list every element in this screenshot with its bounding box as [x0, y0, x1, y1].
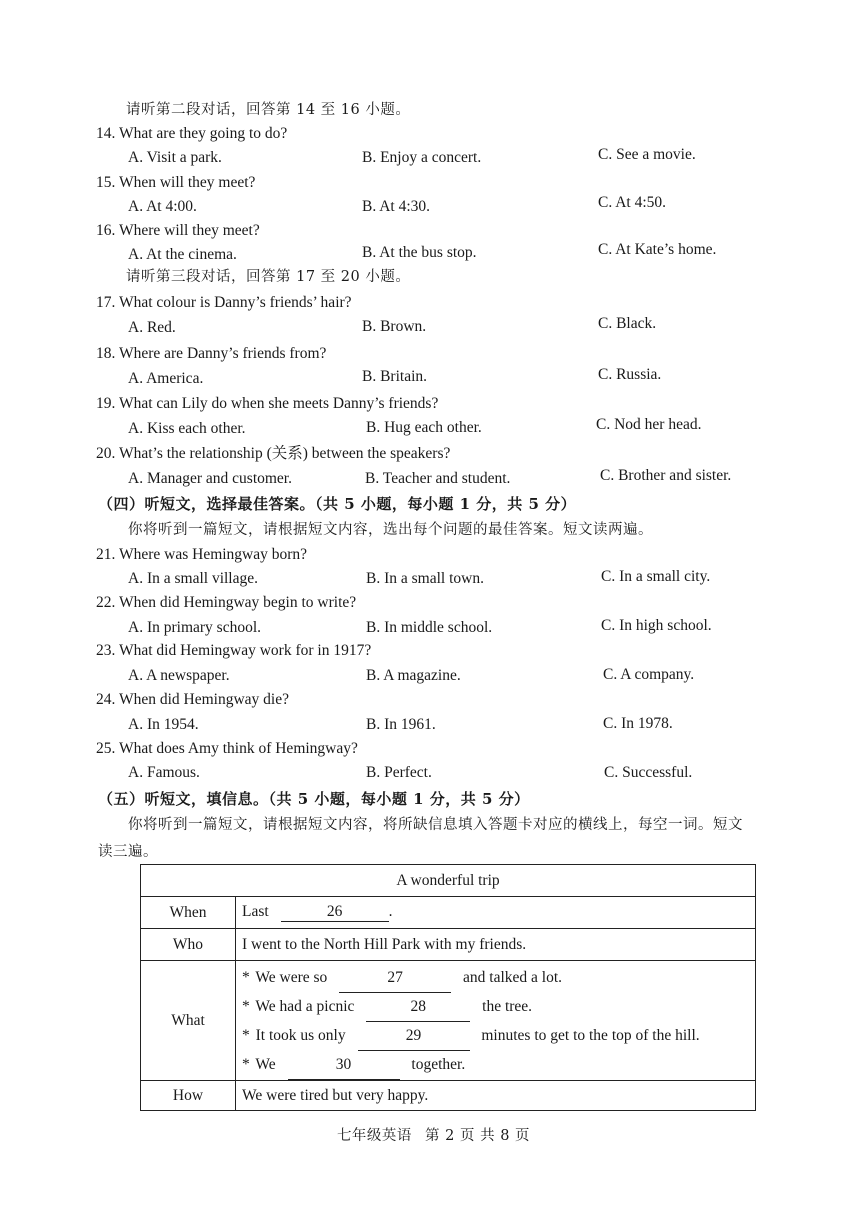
option-23b: B. A magazine.: [366, 667, 461, 684]
option-18c: C. Russia.: [598, 366, 662, 383]
question-24: 24. When did Hemingway die?: [96, 691, 289, 708]
blank-28: 28: [366, 992, 470, 1022]
blank-29: 29: [358, 1021, 470, 1051]
option-15c: C. At 4:50.: [598, 194, 667, 211]
how-text: We were tired but very happy.: [236, 1081, 756, 1111]
when-cell: [236, 897, 756, 929]
option-15b: B. At 4:30.: [362, 198, 431, 215]
what1-pre: We were so: [255, 968, 328, 986]
what4-pre: We: [255, 1055, 276, 1073]
option-21c: C. In a small city.: [601, 568, 711, 585]
option-20c: C. Brother and sister.: [600, 467, 732, 484]
question-21: 21. Where was Hemingway born?: [96, 546, 308, 563]
section-two-intro: 请听第二段对话，回答第 14 至 16 小题。: [126, 102, 411, 118]
option-17a: A. Red.: [128, 319, 176, 336]
star-bullet: *: [242, 1055, 250, 1073]
option-19c: C. Nod her head.: [596, 416, 702, 433]
blank-26: 26: [281, 903, 389, 922]
when-end: .: [388, 903, 393, 920]
option-19a: A. Kiss each other.: [128, 420, 246, 437]
option-14b: B. Enjoy a concert.: [362, 149, 482, 166]
table-title: A wonderful trip: [141, 865, 756, 897]
option-21b: B. In a small town.: [366, 570, 484, 587]
question-19: 19. What can Lily do when she meets Danny’s friends?: [96, 395, 439, 412]
question-16: 16. Where will they meet?: [96, 222, 260, 239]
question-22: 22. When did Hemingway begin to write?: [96, 594, 357, 611]
what1-post: and talked a lot.: [463, 968, 563, 986]
option-18a: A. America.: [128, 370, 204, 387]
question-15: 15. When will they meet?: [96, 174, 256, 191]
question-17: 17. What colour is Danny’s friends’ hair?: [96, 294, 352, 311]
star-bullet: *: [242, 997, 250, 1015]
blank-27: 27: [339, 963, 451, 993]
what-line-4: [242, 1050, 749, 1079]
option-18b: B. Britain.: [362, 368, 428, 385]
option-25a: A. Famous.: [128, 764, 200, 781]
what3-post: minutes to get to the top of the hill.: [481, 1026, 700, 1044]
option-14c: C. See a movie.: [598, 146, 696, 163]
question-25: 25. What does Amy think of Hemingway?: [96, 740, 358, 757]
label-what: What: [141, 961, 236, 1081]
option-25c: C. Successful.: [604, 764, 693, 781]
question-18: 18. Where are Danny’s friends from?: [96, 345, 327, 362]
what-line-2: [242, 992, 749, 1021]
option-23a: A. A newspaper.: [128, 667, 230, 684]
what-line-3: [242, 1021, 749, 1050]
blank-30: 30: [288, 1050, 400, 1080]
option-24c: C. In 1978.: [603, 715, 673, 732]
option-16b: B. At the bus stop.: [362, 244, 477, 261]
option-25b: B. Perfect.: [366, 764, 432, 781]
label-who: Who: [141, 929, 236, 961]
star-bullet: *: [242, 968, 250, 986]
what2-post: the tree.: [482, 997, 533, 1015]
what3-pre: It took us only: [255, 1026, 346, 1044]
option-16a: A. At the cinema.: [128, 246, 237, 263]
what-line-1: [242, 963, 749, 992]
label-how: How: [141, 1081, 236, 1111]
option-19b: B. Hug each other.: [366, 419, 482, 436]
option-17c: C. Black.: [598, 315, 657, 332]
option-24a: A. In 1954.: [128, 716, 199, 733]
question-23: 23. What did Hemingway work for in 1917?: [96, 642, 372, 659]
question-20: 20. What’s the relationship (关系) between the speakers?: [96, 445, 451, 462]
info-table: [140, 864, 756, 1111]
who-text: I went to the North Hill Park with my friends.: [236, 929, 756, 961]
option-21a: A. In a small village.: [128, 570, 258, 587]
option-20b: B. Teacher and student.: [365, 470, 511, 487]
part4-instruction: 你将听到一篇短文，请根据短文内容，选出每个问题的最佳答案。短文读两遍。: [128, 522, 653, 538]
footer-subject: 七年级英语: [336, 1128, 412, 1144]
what-cell: [236, 961, 756, 1081]
part4-heading: （四）听短文，选择最佳答案。（共 5 小题，每小题 1 分，共 5 分）: [98, 495, 577, 513]
part5-instruction-line1: 你将听到一篇短文，请根据短文内容，将所缺信息填入答题卡对应的横线上，每空一词。短文: [128, 817, 743, 833]
option-22b: B. In middle school.: [366, 619, 493, 636]
option-23c: C. A company.: [603, 666, 695, 683]
option-22a: A. In primary school.: [128, 619, 262, 636]
star-bullet: *: [242, 1026, 250, 1044]
when-text: Last: [242, 903, 269, 920]
part5-instruction-line2: 读三遍。: [98, 844, 158, 860]
what4-post: together.: [411, 1055, 466, 1073]
option-15a: A. At 4:00.: [128, 198, 197, 215]
option-14a: A. Visit a park.: [128, 149, 222, 166]
option-16c: C. At Kate’s home.: [598, 241, 717, 258]
page-footer: [0, 1124, 867, 1145]
option-20a: A. Manager and customer.: [128, 470, 292, 487]
option-17b: B. Brown.: [362, 318, 427, 335]
question-14: 14. What are they going to do?: [96, 125, 288, 142]
option-22c: C. In high school.: [601, 617, 712, 634]
option-24b: B. In 1961.: [366, 716, 436, 733]
section-three-intro: 请听第三段对话，回答第 17 至 20 小题。: [126, 269, 411, 285]
what2-pre: We had a picnic: [255, 997, 355, 1015]
part5-heading: （五）听短文，填信息。（共 5 小题，每小题 1 分，共 5 分）: [98, 790, 530, 808]
footer-page-number: 第 2 页 共 8 页: [425, 1128, 531, 1144]
label-when: When: [141, 897, 236, 929]
